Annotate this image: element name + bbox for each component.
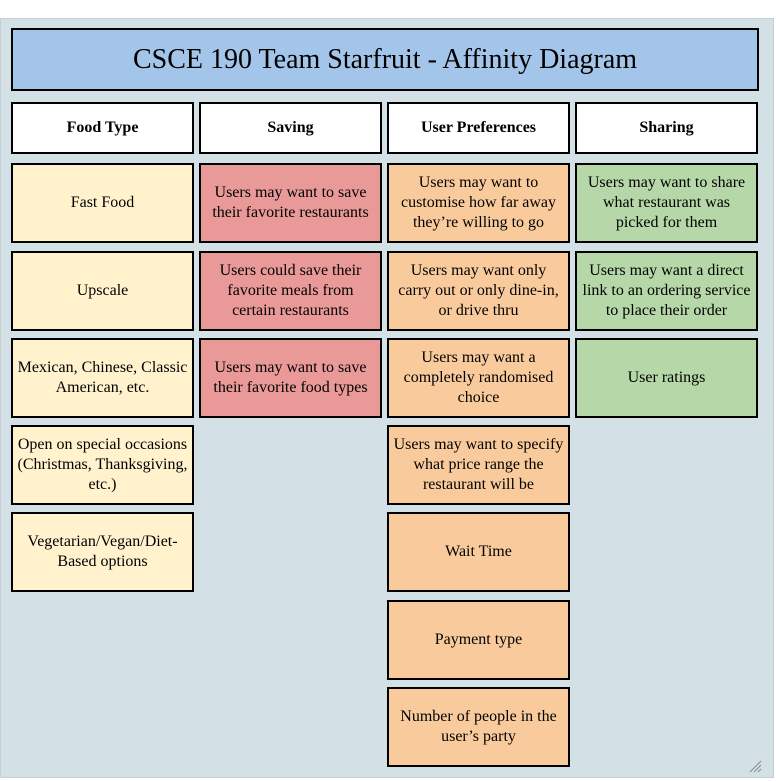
sticky-note: Upscale: [11, 251, 194, 331]
sticky-note: Number of people in the user’s party: [387, 687, 570, 767]
sticky-note: Payment type: [387, 600, 570, 680]
sticky-note: Mexican, Chinese, Classic American, etc.: [11, 338, 194, 418]
sticky-note: Users may want to save their favorite food types: [199, 338, 382, 418]
sticky-note: Users may want to save their favorite restaurants: [199, 163, 382, 243]
header-sharing: Sharing: [575, 102, 758, 154]
diagram-title: CSCE 190 Team Starfruit - Affinity Diagram: [11, 28, 759, 91]
sticky-note: Fast Food: [11, 163, 194, 243]
sticky-note: Vegetarian/Vegan/Diet-Based options: [11, 512, 194, 592]
sticky-note: Users may want a completely randomised choice: [387, 338, 570, 418]
header-user-preferences: User Preferences: [387, 102, 570, 154]
sticky-note: Users may want a direct link to an ordering service to place their order: [575, 251, 758, 331]
header-food-type: Food Type: [11, 102, 194, 154]
sticky-note: User ratings: [575, 338, 758, 418]
sticky-note: Users may want to customise how far away they’re willing to go: [387, 163, 570, 243]
sticky-note: Users may want only carry out or only dine-in, or drive thru: [387, 251, 570, 331]
sticky-note: Users may want to share what restaurant was picked for them: [575, 163, 758, 243]
sticky-note: Wait Time: [387, 512, 570, 592]
header-saving: Saving: [199, 102, 382, 154]
resize-grip-icon[interactable]: [748, 759, 762, 773]
sticky-note: Users could save their favorite meals from certain restaurants: [199, 251, 382, 331]
sticky-note: Users may want to specify what price range the restaurant will be: [387, 425, 570, 505]
sticky-note: Open on special occasions (Christmas, Thanksgiving, etc.): [11, 425, 194, 505]
